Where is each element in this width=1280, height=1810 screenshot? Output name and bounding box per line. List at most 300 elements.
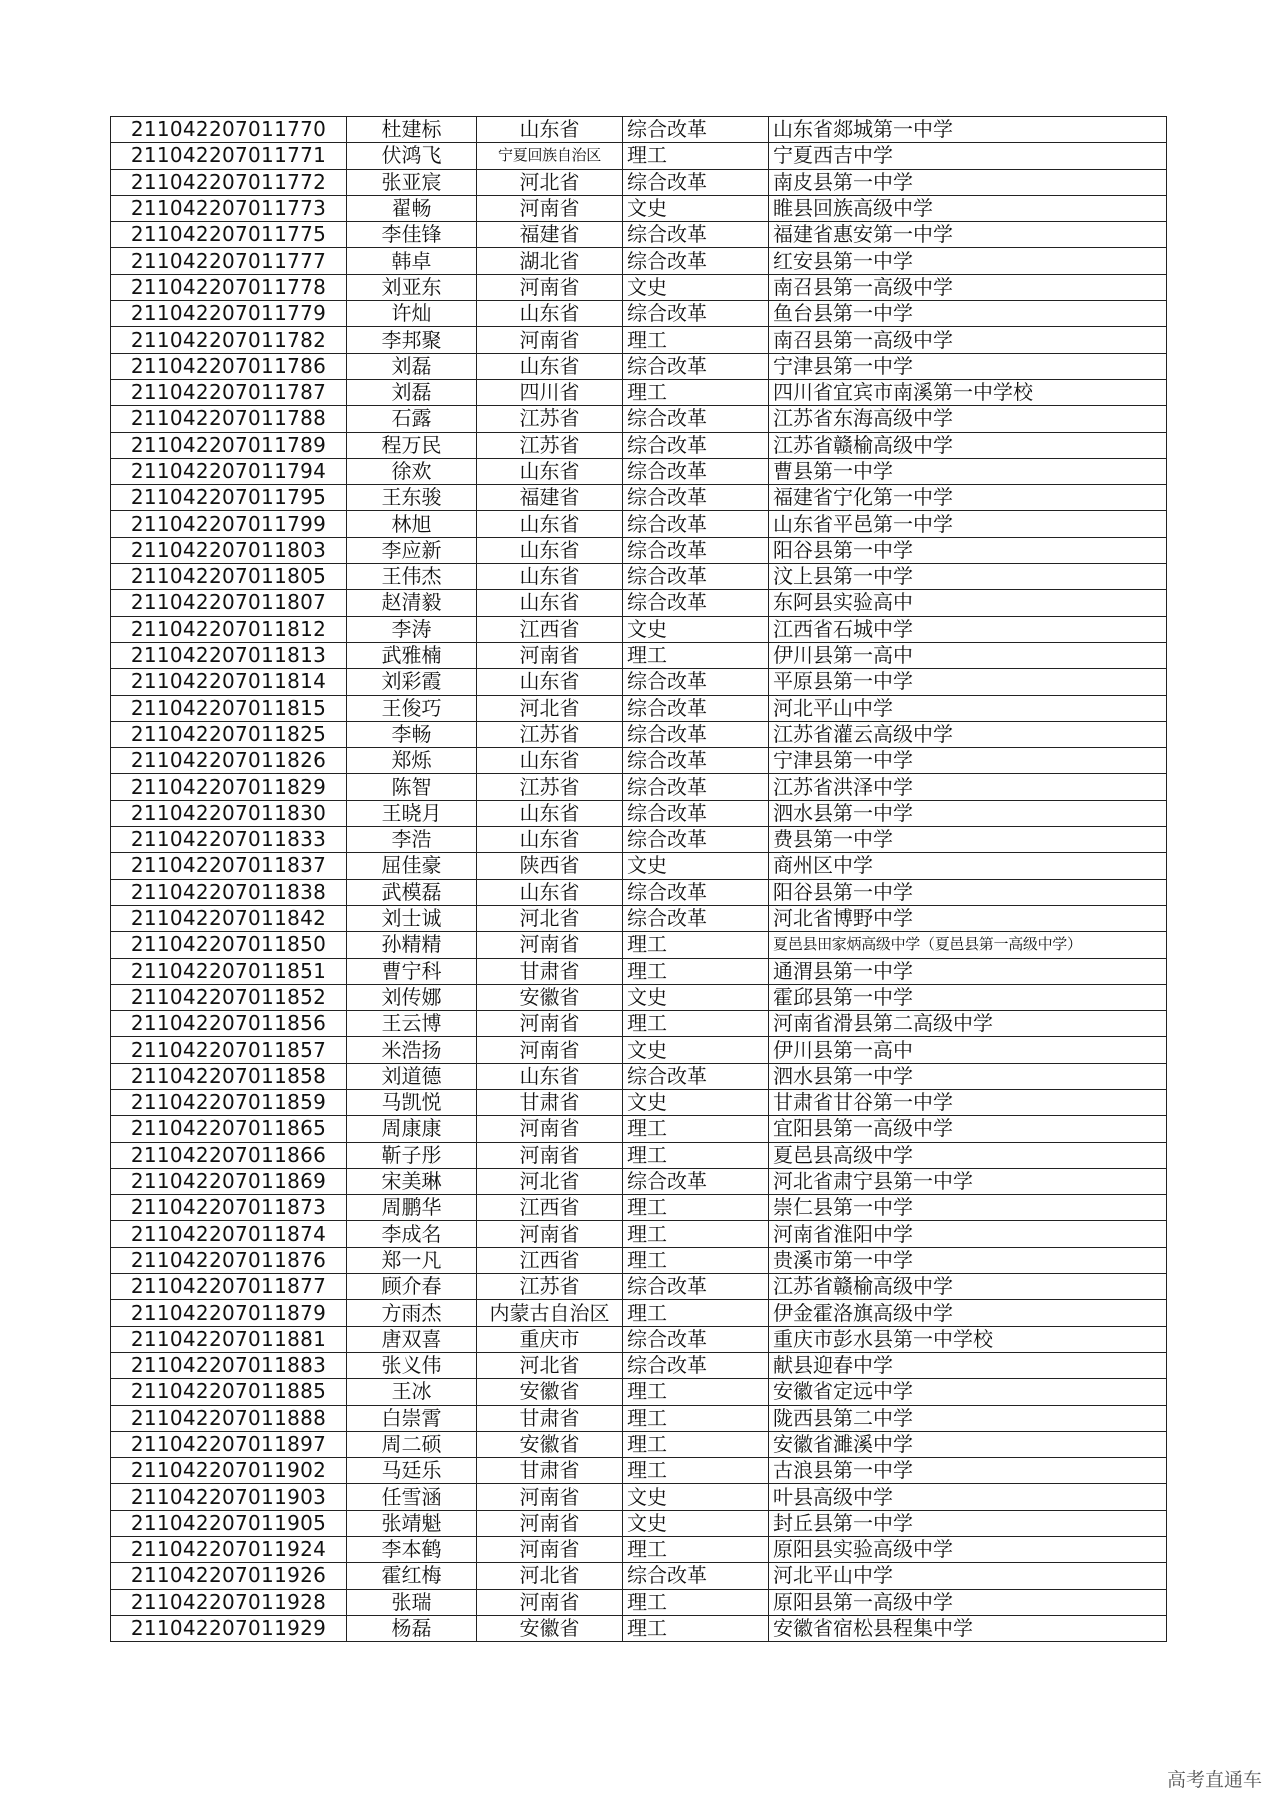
table-row bbox=[111, 853, 1167, 879]
table-row bbox=[111, 274, 1167, 300]
exam-id-cell: 211042207011869 bbox=[111, 1168, 347, 1194]
category-cell: 综合改革 bbox=[623, 669, 769, 695]
school-cell: 商州区中学 bbox=[769, 853, 1167, 879]
exam-id-cell: 211042207011838 bbox=[111, 879, 347, 905]
province-cell: 山东省 bbox=[477, 748, 623, 774]
province-cell: 江苏省 bbox=[477, 432, 623, 458]
category-cell: 理工 bbox=[623, 1221, 769, 1247]
exam-id-cell: 211042207011787 bbox=[111, 379, 347, 405]
school-cell: 宁津县第一中学 bbox=[769, 748, 1167, 774]
table-row bbox=[111, 195, 1167, 221]
category-cell: 综合改革 bbox=[623, 458, 769, 484]
school-cell: 河北平山中学 bbox=[769, 1563, 1167, 1589]
province-cell: 江西省 bbox=[477, 616, 623, 642]
category-cell: 理工 bbox=[623, 1589, 769, 1615]
province-cell: 山东省 bbox=[477, 827, 623, 853]
exam-id-cell: 211042207011777 bbox=[111, 248, 347, 274]
exam-id-cell: 211042207011813 bbox=[111, 642, 347, 668]
exam-id-cell: 211042207011778 bbox=[111, 274, 347, 300]
student-name-cell: 刘彩霞 bbox=[347, 669, 477, 695]
student-name-cell: 方雨杰 bbox=[347, 1300, 477, 1326]
exam-id-cell: 211042207011857 bbox=[111, 1037, 347, 1063]
exam-id-cell: 211042207011770 bbox=[111, 117, 347, 143]
category-cell: 综合改革 bbox=[623, 432, 769, 458]
school-cell: 伊金霍洛旗高级中学 bbox=[769, 1300, 1167, 1326]
province-cell: 河南省 bbox=[477, 642, 623, 668]
student-name-cell: 王晓月 bbox=[347, 800, 477, 826]
exam-id-cell: 211042207011826 bbox=[111, 748, 347, 774]
student-name-cell: 周二硕 bbox=[347, 1431, 477, 1457]
student-name-cell: 张义伟 bbox=[347, 1352, 477, 1378]
school-cell: 福建省宁化第一中学 bbox=[769, 485, 1167, 511]
school-cell: 古浪县第一中学 bbox=[769, 1458, 1167, 1484]
student-name-cell: 赵清毅 bbox=[347, 590, 477, 616]
school-cell: 曹县第一中学 bbox=[769, 458, 1167, 484]
school-cell: 山东省郯城第一中学 bbox=[769, 117, 1167, 143]
school-cell: 安徽省濉溪中学 bbox=[769, 1431, 1167, 1457]
table-row bbox=[111, 1274, 1167, 1300]
student-name-cell: 徐欢 bbox=[347, 458, 477, 484]
category-cell: 理工 bbox=[623, 1458, 769, 1484]
exam-id-cell: 211042207011879 bbox=[111, 1300, 347, 1326]
school-cell: 宜阳县第一高级中学 bbox=[769, 1116, 1167, 1142]
category-cell: 文史 bbox=[623, 195, 769, 221]
student-name-cell: 王冰 bbox=[347, 1379, 477, 1405]
school-cell: 平原县第一中学 bbox=[769, 669, 1167, 695]
exam-id-cell: 211042207011924 bbox=[111, 1537, 347, 1563]
table-row bbox=[111, 327, 1167, 353]
province-cell: 甘肃省 bbox=[477, 1458, 623, 1484]
student-name-cell: 靳子彤 bbox=[347, 1142, 477, 1168]
category-cell: 理工 bbox=[623, 642, 769, 668]
student-name-cell: 周鹏华 bbox=[347, 1195, 477, 1221]
table-row bbox=[111, 432, 1167, 458]
province-cell: 江苏省 bbox=[477, 406, 623, 432]
school-cell: 江苏省赣榆高级中学 bbox=[769, 1274, 1167, 1300]
school-cell: 安徽省宿松县程集中学 bbox=[769, 1615, 1167, 1641]
category-cell: 理工 bbox=[623, 1116, 769, 1142]
school-cell: 献县迎春中学 bbox=[769, 1352, 1167, 1378]
student-name-cell: 刘士诚 bbox=[347, 905, 477, 931]
category-cell: 综合改革 bbox=[623, 1274, 769, 1300]
school-cell: 江苏省灌云高级中学 bbox=[769, 721, 1167, 747]
category-cell: 理工 bbox=[623, 932, 769, 958]
exam-id-cell: 211042207011771 bbox=[111, 143, 347, 169]
student-name-cell: 孙精精 bbox=[347, 932, 477, 958]
province-cell: 河北省 bbox=[477, 1352, 623, 1378]
province-cell: 江苏省 bbox=[477, 721, 623, 747]
province-cell: 安徽省 bbox=[477, 1379, 623, 1405]
student-name-cell: 张靖魁 bbox=[347, 1510, 477, 1536]
exam-id-cell: 211042207011795 bbox=[111, 485, 347, 511]
province-cell: 河南省 bbox=[477, 327, 623, 353]
exam-id-cell: 211042207011874 bbox=[111, 1221, 347, 1247]
exam-id-cell: 211042207011815 bbox=[111, 695, 347, 721]
table-row bbox=[111, 669, 1167, 695]
school-cell: 陇西县第二中学 bbox=[769, 1405, 1167, 1431]
student-name-cell: 李佳锋 bbox=[347, 222, 477, 248]
school-cell: 伊川县第一高中 bbox=[769, 642, 1167, 668]
student-name-cell: 程万民 bbox=[347, 432, 477, 458]
exam-id-cell: 211042207011905 bbox=[111, 1510, 347, 1536]
province-cell: 河南省 bbox=[477, 1142, 623, 1168]
school-cell: 原阳县实验高级中学 bbox=[769, 1537, 1167, 1563]
exam-id-cell: 211042207011782 bbox=[111, 327, 347, 353]
student-name-cell: 陈智 bbox=[347, 774, 477, 800]
student-name-cell: 伏鸿飞 bbox=[347, 143, 477, 169]
province-cell: 山东省 bbox=[477, 1063, 623, 1089]
student-name-cell: 白崇霄 bbox=[347, 1405, 477, 1431]
category-cell: 综合改革 bbox=[623, 1063, 769, 1089]
student-name-cell: 刘传娜 bbox=[347, 984, 477, 1010]
exam-id-cell: 211042207011928 bbox=[111, 1589, 347, 1615]
province-cell: 山东省 bbox=[477, 458, 623, 484]
province-cell: 安徽省 bbox=[477, 1431, 623, 1457]
exam-id-cell: 211042207011773 bbox=[111, 195, 347, 221]
exam-id-cell: 211042207011851 bbox=[111, 958, 347, 984]
province-cell: 河南省 bbox=[477, 1537, 623, 1563]
school-cell: 江苏省赣榆高级中学 bbox=[769, 432, 1167, 458]
school-cell: 宁津县第一中学 bbox=[769, 353, 1167, 379]
student-name-cell: 郑一凡 bbox=[347, 1247, 477, 1273]
table-row bbox=[111, 958, 1167, 984]
category-cell: 综合改革 bbox=[623, 1168, 769, 1194]
table-row bbox=[111, 1168, 1167, 1194]
student-name-cell: 刘磊 bbox=[347, 353, 477, 379]
student-name-cell: 李应新 bbox=[347, 537, 477, 563]
category-cell: 理工 bbox=[623, 1379, 769, 1405]
table-row bbox=[111, 1037, 1167, 1063]
table-row bbox=[111, 117, 1167, 143]
student-name-cell: 屈佳豪 bbox=[347, 853, 477, 879]
school-cell: 鱼台县第一中学 bbox=[769, 301, 1167, 327]
school-cell: 四川省宜宾市南溪第一中学校 bbox=[769, 379, 1167, 405]
table-row bbox=[111, 222, 1167, 248]
province-cell: 山东省 bbox=[477, 117, 623, 143]
category-cell: 综合改革 bbox=[623, 879, 769, 905]
student-name-cell: 王东骏 bbox=[347, 485, 477, 511]
school-cell: 贵溪市第一中学 bbox=[769, 1247, 1167, 1273]
table-row bbox=[111, 143, 1167, 169]
school-cell: 甘肃省甘谷第一中学 bbox=[769, 1089, 1167, 1115]
table-row bbox=[111, 1195, 1167, 1221]
table-row bbox=[111, 511, 1167, 537]
category-cell: 理工 bbox=[623, 1615, 769, 1641]
exam-id-cell: 211042207011794 bbox=[111, 458, 347, 484]
category-cell: 文史 bbox=[623, 853, 769, 879]
student-name-cell: 李畅 bbox=[347, 721, 477, 747]
table-row bbox=[111, 1300, 1167, 1326]
exam-id-cell: 211042207011789 bbox=[111, 432, 347, 458]
category-cell: 综合改革 bbox=[623, 222, 769, 248]
student-name-cell: 王云博 bbox=[347, 1011, 477, 1037]
student-name-cell: 宋美琳 bbox=[347, 1168, 477, 1194]
category-cell: 综合改革 bbox=[623, 1326, 769, 1352]
category-cell: 综合改革 bbox=[623, 827, 769, 853]
table-row bbox=[111, 1063, 1167, 1089]
school-cell: 泗水县第一中学 bbox=[769, 1063, 1167, 1089]
category-cell: 综合改革 bbox=[623, 511, 769, 537]
province-cell: 山东省 bbox=[477, 879, 623, 905]
table-row bbox=[111, 1405, 1167, 1431]
table-body bbox=[111, 117, 1167, 1642]
province-cell: 山东省 bbox=[477, 800, 623, 826]
exam-id-cell: 211042207011877 bbox=[111, 1274, 347, 1300]
exam-id-cell: 211042207011786 bbox=[111, 353, 347, 379]
exam-id-cell: 211042207011883 bbox=[111, 1352, 347, 1378]
school-cell: 泗水县第一中学 bbox=[769, 800, 1167, 826]
admission-list-sheet bbox=[110, 116, 1167, 1642]
table-row bbox=[111, 379, 1167, 405]
student-name-cell: 李本鹤 bbox=[347, 1537, 477, 1563]
province-cell: 甘肃省 bbox=[477, 958, 623, 984]
category-cell: 理工 bbox=[623, 1300, 769, 1326]
table-row bbox=[111, 905, 1167, 931]
table-row bbox=[111, 1352, 1167, 1378]
province-cell: 山东省 bbox=[477, 669, 623, 695]
school-cell: 汶上县第一中学 bbox=[769, 564, 1167, 590]
province-cell: 甘肃省 bbox=[477, 1405, 623, 1431]
province-cell: 湖北省 bbox=[477, 248, 623, 274]
school-cell: 睢县回族高级中学 bbox=[769, 195, 1167, 221]
school-cell: 阳谷县第一中学 bbox=[769, 879, 1167, 905]
table-row bbox=[111, 1615, 1167, 1641]
province-cell: 河北省 bbox=[477, 1563, 623, 1589]
school-cell: 江西省石城中学 bbox=[769, 616, 1167, 642]
student-name-cell: 唐双喜 bbox=[347, 1326, 477, 1352]
exam-id-cell: 211042207011929 bbox=[111, 1615, 347, 1641]
province-cell: 河北省 bbox=[477, 1168, 623, 1194]
exam-id-cell: 211042207011852 bbox=[111, 984, 347, 1010]
category-cell: 理工 bbox=[623, 1011, 769, 1037]
school-cell: 河南省滑县第二高级中学 bbox=[769, 1011, 1167, 1037]
province-cell: 山东省 bbox=[477, 537, 623, 563]
exam-id-cell: 211042207011881 bbox=[111, 1326, 347, 1352]
exam-id-cell: 211042207011865 bbox=[111, 1116, 347, 1142]
table-row bbox=[111, 800, 1167, 826]
table-row bbox=[111, 1011, 1167, 1037]
school-cell: 南召县第一高级中学 bbox=[769, 274, 1167, 300]
admission-table bbox=[110, 116, 1167, 1642]
table-row bbox=[111, 1563, 1167, 1589]
exam-id-cell: 211042207011812 bbox=[111, 616, 347, 642]
school-cell: 叶县高级中学 bbox=[769, 1484, 1167, 1510]
province-cell: 山东省 bbox=[477, 353, 623, 379]
exam-id-cell: 211042207011788 bbox=[111, 406, 347, 432]
student-name-cell: 王俊巧 bbox=[347, 695, 477, 721]
table-row bbox=[111, 1326, 1167, 1352]
province-cell: 宁夏回族自治区 bbox=[477, 143, 623, 169]
exam-id-cell: 211042207011833 bbox=[111, 827, 347, 853]
category-cell: 综合改革 bbox=[623, 485, 769, 511]
student-name-cell: 李浩 bbox=[347, 827, 477, 853]
school-cell: 夏邑县田家炳高级中学（夏邑县第一高级中学） bbox=[769, 932, 1167, 958]
table-row bbox=[111, 932, 1167, 958]
table-row bbox=[111, 984, 1167, 1010]
table-row bbox=[111, 695, 1167, 721]
table-row bbox=[111, 879, 1167, 905]
student-name-cell: 许灿 bbox=[347, 301, 477, 327]
school-cell: 费县第一中学 bbox=[769, 827, 1167, 853]
exam-id-cell: 211042207011888 bbox=[111, 1405, 347, 1431]
student-name-cell: 石露 bbox=[347, 406, 477, 432]
category-cell: 综合改革 bbox=[623, 774, 769, 800]
table-row bbox=[111, 458, 1167, 484]
exam-id-cell: 211042207011850 bbox=[111, 932, 347, 958]
table-row bbox=[111, 1510, 1167, 1536]
student-name-cell: 郑烁 bbox=[347, 748, 477, 774]
province-cell: 河南省 bbox=[477, 1116, 623, 1142]
school-cell: 河北平山中学 bbox=[769, 695, 1167, 721]
category-cell: 理工 bbox=[623, 327, 769, 353]
student-name-cell: 米浩扬 bbox=[347, 1037, 477, 1063]
category-cell: 文史 bbox=[623, 274, 769, 300]
category-cell: 文史 bbox=[623, 1510, 769, 1536]
category-cell: 综合改革 bbox=[623, 248, 769, 274]
table-row bbox=[111, 774, 1167, 800]
table-row bbox=[111, 1589, 1167, 1615]
category-cell: 理工 bbox=[623, 1537, 769, 1563]
category-cell: 综合改革 bbox=[623, 353, 769, 379]
category-cell: 文史 bbox=[623, 1037, 769, 1063]
school-cell: 重庆市彭水县第一中学校 bbox=[769, 1326, 1167, 1352]
table-row bbox=[111, 748, 1167, 774]
category-cell: 文史 bbox=[623, 1089, 769, 1115]
category-cell: 文史 bbox=[623, 1484, 769, 1510]
student-name-cell: 刘磊 bbox=[347, 379, 477, 405]
exam-id-cell: 211042207011858 bbox=[111, 1063, 347, 1089]
category-cell: 综合改革 bbox=[623, 117, 769, 143]
exam-id-cell: 211042207011903 bbox=[111, 1484, 347, 1510]
province-cell: 河南省 bbox=[477, 1011, 623, 1037]
province-cell: 山东省 bbox=[477, 564, 623, 590]
student-name-cell: 李邦聚 bbox=[347, 327, 477, 353]
student-name-cell: 杜建标 bbox=[347, 117, 477, 143]
exam-id-cell: 211042207011779 bbox=[111, 301, 347, 327]
table-row bbox=[111, 353, 1167, 379]
table-row bbox=[111, 616, 1167, 642]
table-row bbox=[111, 169, 1167, 195]
category-cell: 理工 bbox=[623, 1247, 769, 1273]
student-name-cell: 刘亚东 bbox=[347, 274, 477, 300]
table-row bbox=[111, 1458, 1167, 1484]
table-row bbox=[111, 248, 1167, 274]
school-cell: 江苏省洪泽中学 bbox=[769, 774, 1167, 800]
school-cell: 霍邱县第一中学 bbox=[769, 984, 1167, 1010]
province-cell: 江苏省 bbox=[477, 774, 623, 800]
table-row bbox=[111, 1089, 1167, 1115]
school-cell: 福建省惠安第一中学 bbox=[769, 222, 1167, 248]
category-cell: 综合改革 bbox=[623, 905, 769, 931]
school-cell: 伊川县第一高中 bbox=[769, 1037, 1167, 1063]
province-cell: 江西省 bbox=[477, 1247, 623, 1273]
exam-id-cell: 211042207011814 bbox=[111, 669, 347, 695]
school-cell: 夏邑县高级中学 bbox=[769, 1142, 1167, 1168]
school-cell: 安徽省定远中学 bbox=[769, 1379, 1167, 1405]
exam-id-cell: 211042207011842 bbox=[111, 905, 347, 931]
category-cell: 理工 bbox=[623, 1195, 769, 1221]
category-cell: 综合改革 bbox=[623, 537, 769, 563]
student-name-cell: 武雅楠 bbox=[347, 642, 477, 668]
province-cell: 山东省 bbox=[477, 511, 623, 537]
student-name-cell: 李涛 bbox=[347, 616, 477, 642]
province-cell: 河南省 bbox=[477, 274, 623, 300]
exam-id-cell: 211042207011805 bbox=[111, 564, 347, 590]
table-row bbox=[111, 1221, 1167, 1247]
school-cell: 通渭县第一中学 bbox=[769, 958, 1167, 984]
table-row bbox=[111, 406, 1167, 432]
student-name-cell: 马廷乐 bbox=[347, 1458, 477, 1484]
table-row bbox=[111, 564, 1167, 590]
province-cell: 河北省 bbox=[477, 169, 623, 195]
exam-id-cell: 211042207011775 bbox=[111, 222, 347, 248]
table-row bbox=[111, 642, 1167, 668]
province-cell: 山东省 bbox=[477, 301, 623, 327]
school-cell: 山东省平邑第一中学 bbox=[769, 511, 1167, 537]
student-name-cell: 武模磊 bbox=[347, 879, 477, 905]
school-cell: 原阳县第一高级中学 bbox=[769, 1589, 1167, 1615]
table-row bbox=[111, 1379, 1167, 1405]
exam-id-cell: 211042207011885 bbox=[111, 1379, 347, 1405]
province-cell: 安徽省 bbox=[477, 984, 623, 1010]
province-cell: 福建省 bbox=[477, 485, 623, 511]
category-cell: 综合改革 bbox=[623, 721, 769, 747]
province-cell: 安徽省 bbox=[477, 1615, 623, 1641]
exam-id-cell: 211042207011803 bbox=[111, 537, 347, 563]
category-cell: 文史 bbox=[623, 984, 769, 1010]
category-cell: 综合改革 bbox=[623, 169, 769, 195]
table-row bbox=[111, 1431, 1167, 1457]
student-name-cell: 杨磊 bbox=[347, 1615, 477, 1641]
exam-id-cell: 211042207011856 bbox=[111, 1011, 347, 1037]
table-row bbox=[111, 1537, 1167, 1563]
school-cell: 河北省博野中学 bbox=[769, 905, 1167, 931]
school-cell: 红安县第一中学 bbox=[769, 248, 1167, 274]
table-row bbox=[111, 485, 1167, 511]
province-cell: 河南省 bbox=[477, 195, 623, 221]
student-name-cell: 周康康 bbox=[347, 1116, 477, 1142]
province-cell: 内蒙古自治区 bbox=[477, 1300, 623, 1326]
exam-id-cell: 211042207011829 bbox=[111, 774, 347, 800]
table-row bbox=[111, 827, 1167, 853]
exam-id-cell: 211042207011825 bbox=[111, 721, 347, 747]
province-cell: 山东省 bbox=[477, 590, 623, 616]
category-cell: 理工 bbox=[623, 1405, 769, 1431]
student-name-cell: 王伟杰 bbox=[347, 564, 477, 590]
province-cell: 河北省 bbox=[477, 905, 623, 931]
category-cell: 文史 bbox=[623, 616, 769, 642]
student-name-cell: 马凯悦 bbox=[347, 1089, 477, 1115]
category-cell: 综合改革 bbox=[623, 301, 769, 327]
student-name-cell: 曹宁科 bbox=[347, 958, 477, 984]
student-name-cell: 张瑞 bbox=[347, 1589, 477, 1615]
student-name-cell: 李成名 bbox=[347, 1221, 477, 1247]
province-cell: 河南省 bbox=[477, 932, 623, 958]
school-cell: 南召县第一高级中学 bbox=[769, 327, 1167, 353]
province-cell: 江西省 bbox=[477, 1195, 623, 1221]
student-name-cell: 林旭 bbox=[347, 511, 477, 537]
province-cell: 甘肃省 bbox=[477, 1089, 623, 1115]
exam-id-cell: 211042207011866 bbox=[111, 1142, 347, 1168]
exam-id-cell: 211042207011873 bbox=[111, 1195, 347, 1221]
category-cell: 综合改革 bbox=[623, 1563, 769, 1589]
school-cell: 江苏省东海高级中学 bbox=[769, 406, 1167, 432]
category-cell: 综合改革 bbox=[623, 1352, 769, 1378]
student-name-cell: 翟畅 bbox=[347, 195, 477, 221]
province-cell: 江苏省 bbox=[477, 1274, 623, 1300]
exam-id-cell: 211042207011772 bbox=[111, 169, 347, 195]
category-cell: 综合改革 bbox=[623, 800, 769, 826]
